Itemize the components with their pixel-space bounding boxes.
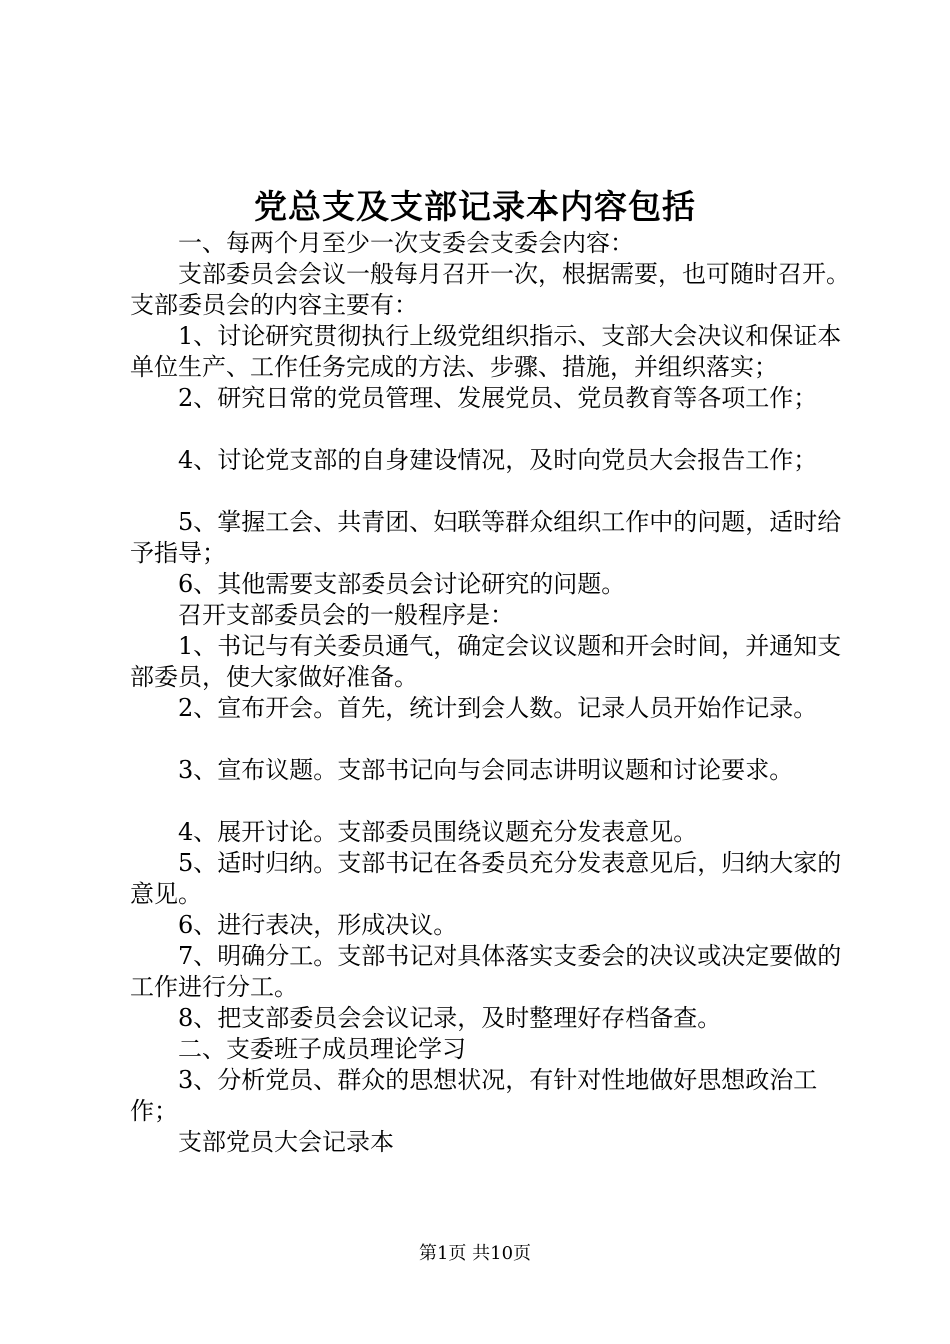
document-body bbox=[130, 228, 860, 1158]
paragraph: 1、书记与有关委员通气，确定会议议题和开会时间，并通知支部委员，使大家做好准备。 bbox=[130, 632, 842, 691]
paragraph: 一、每两个月至少一次支委会支委会内容： bbox=[178, 229, 634, 257]
document-title: 党总支及支部记录本内容包括 bbox=[254, 187, 696, 226]
paragraph: 4、展开讨论。支部委员围绕议题充分发表意见。 bbox=[178, 818, 698, 846]
paragraph: 3、分析党员、群众的思想状况，有针对性地做好思想政治工作； bbox=[130, 1066, 818, 1125]
paragraph: 6、其他需要支部委员会讨论研究的问题。 bbox=[178, 570, 626, 598]
paragraph: 支部委员会会议一般每月召开一次，根据需要，也可随时召开。支部委员会的内容主要有： bbox=[130, 260, 850, 319]
paragraph: 1、讨论研究贯彻执行上级党组织指示、支部大会决议和保证本单位生产、工作任务完成的方法、步骤、措施，并组织落实； bbox=[130, 322, 842, 381]
paragraph: 2、宣布开会。首先，统计到会人数。记录人员开始作记录。 bbox=[178, 694, 818, 722]
paragraph: 5、适时归纳。支部书记在各委员充分发表意见后，归纳大家的意见。 bbox=[130, 849, 842, 908]
paragraph: 召开支部委员会的一般程序是： bbox=[178, 601, 514, 629]
paragraph: 6、进行表决，形成决议。 bbox=[178, 911, 458, 939]
paragraph: 2、研究日常的党员管理、发展党员、党员教育等各项工作； bbox=[178, 384, 818, 412]
paragraph: 8、把支部委员会会议记录，及时整理好存档备查。 bbox=[178, 1004, 722, 1032]
paragraph: 二、支委班子成员理论学习 bbox=[178, 1035, 466, 1063]
page-footer: 第1页 共10页 bbox=[418, 1243, 532, 1264]
paragraph: 7、明确分工。支部书记对具体落实支委会的决议或决定要做的工作进行分工。 bbox=[130, 942, 842, 1001]
paragraph: 4、讨论党支部的自身建设情况，及时向党员大会报告工作； bbox=[178, 446, 818, 474]
paragraph: 支部党员大会记录本 bbox=[178, 1128, 394, 1156]
paragraph: 5、掌握工会、共青团、妇联等群众组织工作中的问题，适时给予指导； bbox=[130, 508, 842, 567]
paragraph: 3、宣布议题。支部书记向与会同志讲明议题和讨论要求。 bbox=[178, 756, 794, 784]
